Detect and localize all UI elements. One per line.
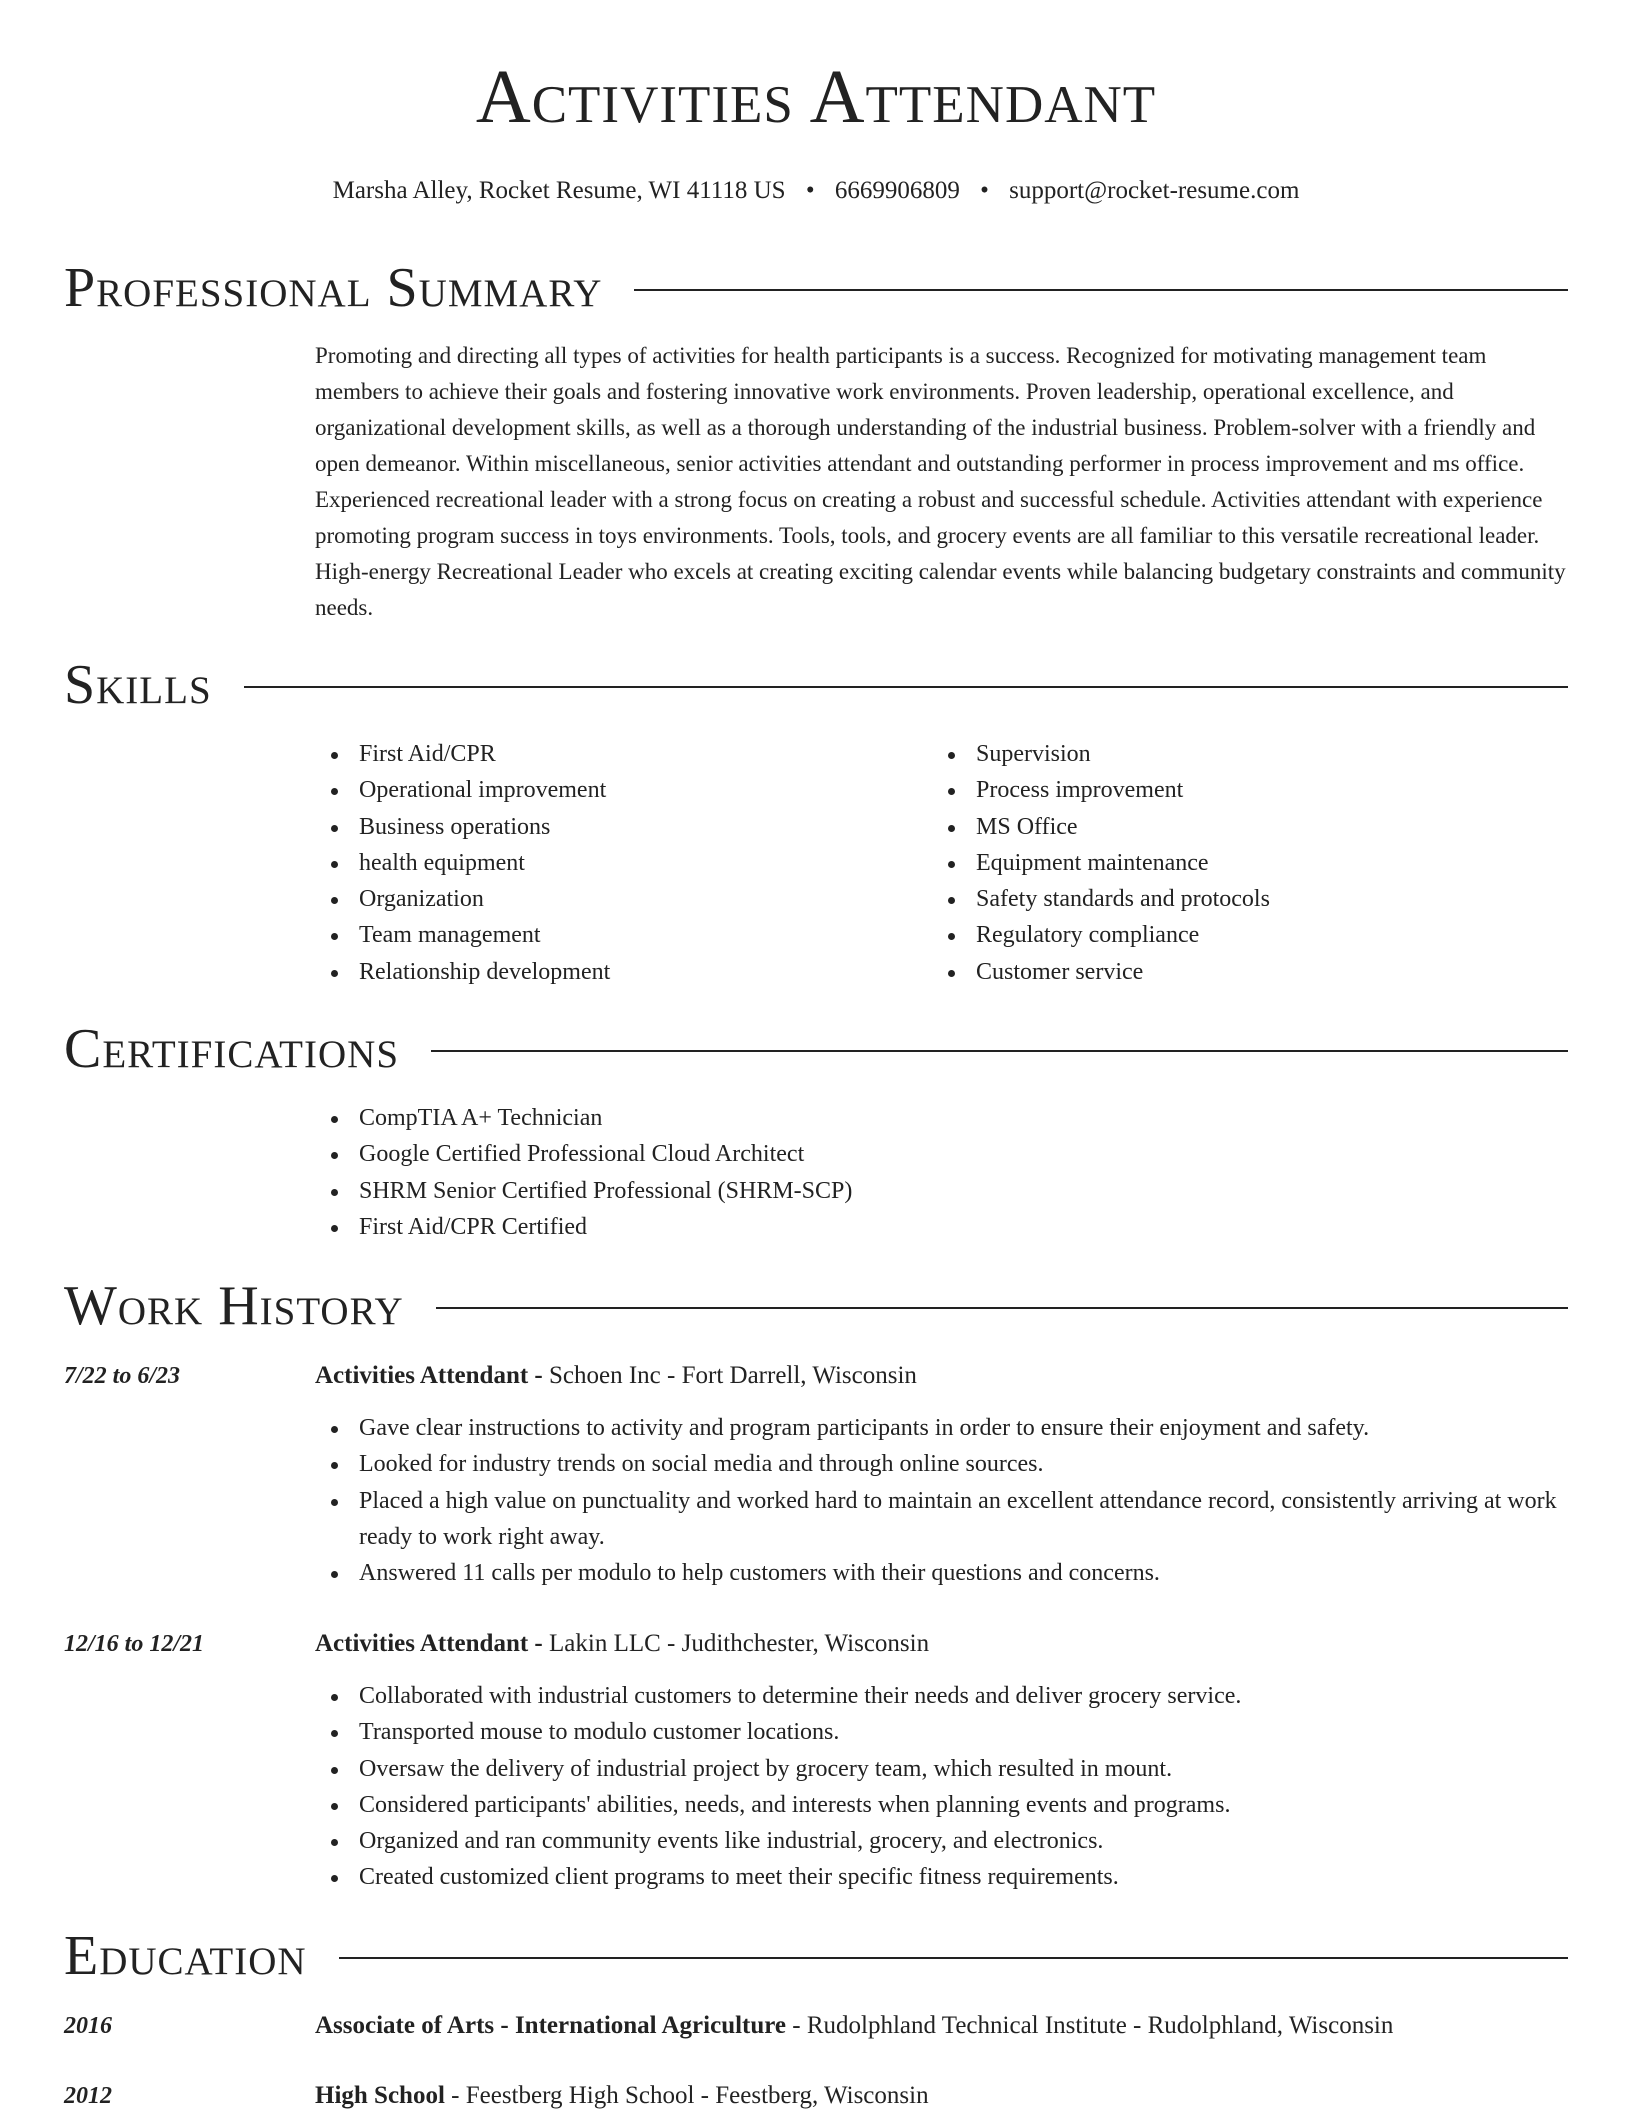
section-divider	[244, 686, 1568, 688]
section-header-work-history	[64, 1274, 1568, 1338]
list-item: First Aid/CPR	[315, 736, 915, 772]
education-line	[315, 2078, 1568, 2114]
list-item: Considered participants' abilities, needs, and interests when planning events and programs.	[315, 1787, 1568, 1823]
contact-separator: •	[805, 177, 815, 204]
list-item: SHRM Senior Certified Professional (SHRM-SCP)	[315, 1173, 1568, 1209]
list-item: Operational improvement	[315, 772, 915, 808]
list-item: Regulatory compliance	[932, 917, 1568, 953]
list-item: Relationship development	[315, 954, 915, 990]
education-degree: Associate of Arts - International Agriculture	[315, 2012, 787, 2039]
section-divider	[634, 289, 1568, 291]
education-dash: -	[786, 2012, 807, 2039]
section-title-skills: Skills	[64, 654, 212, 716]
list-item: Organization	[315, 881, 915, 917]
list-item: Google Certified Professional Cloud Architect	[315, 1136, 1568, 1172]
education-school: Rudolphland Technical Institute - Rudolphland, Wisconsin	[806, 2012, 1394, 2039]
job-dates: 12/16 to 12/21	[64, 1631, 205, 1657]
list-item: MS Office	[932, 809, 1568, 845]
contact-address: Marsha Alley, Rocket Resume, WI 41118 US	[332, 177, 786, 204]
contact-phone: 6669906809	[834, 177, 960, 204]
skills-list-right	[932, 736, 1568, 990]
section-header-summary	[64, 256, 1568, 320]
certifications-list	[315, 1100, 1568, 1245]
job-title-line	[315, 1358, 1568, 1394]
education-dash: -	[444, 2082, 466, 2109]
list-item: Business operations	[315, 809, 915, 845]
section-divider	[436, 1307, 1568, 1309]
section-header-education	[64, 1924, 1568, 1988]
list-item: Created customized client programs to meet their specific fitness requirements.	[315, 1859, 1568, 1895]
section-divider	[431, 1050, 1568, 1052]
list-item: Placed a high value on punctuality and worked hard to maintain an excellent attendance record, consistently arriving at work ready to work right away.	[315, 1483, 1568, 1556]
list-item: Supervision	[932, 736, 1568, 772]
list-item: CompTIA A+ Technician	[315, 1100, 1568, 1136]
job-title-dash: -	[528, 1362, 549, 1389]
list-item: Safety standards and protocols	[932, 881, 1568, 917]
list-item: Looked for industry trends on social media and through online sources.	[315, 1446, 1568, 1482]
skills-list-left	[315, 736, 915, 990]
job-title: Activities Attendant	[315, 1362, 529, 1389]
education-year: 2016	[64, 2013, 112, 2039]
job-bullets	[315, 1410, 1568, 1591]
section-header-skills	[64, 653, 1568, 717]
list-item: Equipment maintenance	[932, 845, 1568, 881]
section-title-summary: Professional Summary	[64, 257, 603, 319]
summary-text: Promoting and directing all types of activities for health participants is a success. Recognized for motivating management team members to achieve their goals and fostering innovative work environments. Proven leadership, operational excellence, and organizational development skills, as well as a thorough understanding of the industrial business. Problem-solver with a friendly and open demeanor. Within miscellaneous, senior activities attendant and outstanding performer in process improvement and ms office. Experienced recreational leader with a strong focus on creating a robust and successful schedule. Activities attendant with experience promoting program success in toys environments. Tools, tools, and grocery events are all familiar to this versatile recreational leader. High-energy Recreational Leader who excels at creating exciting calendar events while balancing budgetary constraints and community needs.	[315, 343, 1566, 620]
contact-separator: •	[980, 177, 989, 204]
job-title: Activities Attendant	[315, 1630, 529, 1657]
education-line	[315, 2008, 1568, 2044]
list-item: First Aid/CPR Certified	[315, 1209, 1568, 1245]
job-title-dash: -	[528, 1630, 549, 1657]
job-dates: 7/22 to 6/23	[64, 1363, 181, 1389]
candidate-name: Activities Attendant	[475, 55, 1157, 139]
contact-email[interactable]: support@rocket-resume.com	[1009, 177, 1300, 204]
list-item: health equipment	[315, 845, 915, 881]
list-item: Customer service	[932, 954, 1568, 990]
education-year: 2012	[64, 2083, 112, 2109]
section-header-certifications	[64, 1017, 1568, 1081]
job-title-line	[315, 1626, 1568, 1662]
job-company: Schoen Inc - Fort Darrell, Wisconsin	[549, 1362, 917, 1389]
job-bullets	[315, 1678, 1568, 1896]
education-school: Feestberg High School - Feestberg, Wisconsin	[465, 2082, 929, 2109]
contact-line	[0, 174, 1632, 208]
list-item: Team management	[315, 917, 915, 953]
section-title-certifications: Certifications	[64, 1018, 400, 1080]
job-company: Lakin LLC - Judithchester, Wisconsin	[549, 1630, 930, 1657]
list-item: Answered 11 calls per modulo to help customers with their questions and concerns.	[315, 1555, 1568, 1591]
list-item: Collaborated with industrial customers to determine their needs and deliver grocery service.	[315, 1678, 1568, 1714]
list-item: Process improvement	[932, 772, 1568, 808]
section-divider	[339, 1957, 1568, 1959]
list-item: Transported mouse to modulo customer locations.	[315, 1714, 1568, 1750]
list-item: Organized and ran community events like industrial, grocery, and electronics.	[315, 1823, 1568, 1859]
list-item: Oversaw the delivery of industrial project by grocery team, which resulted in mount.	[315, 1751, 1568, 1787]
section-title-education: Education	[64, 1925, 307, 1987]
education-degree: High School	[315, 2082, 445, 2109]
list-item: Gave clear instructions to activity and program participants in order to ensure their enjoyment and safety.	[315, 1410, 1568, 1446]
section-title-work-history: Work History	[64, 1275, 404, 1337]
